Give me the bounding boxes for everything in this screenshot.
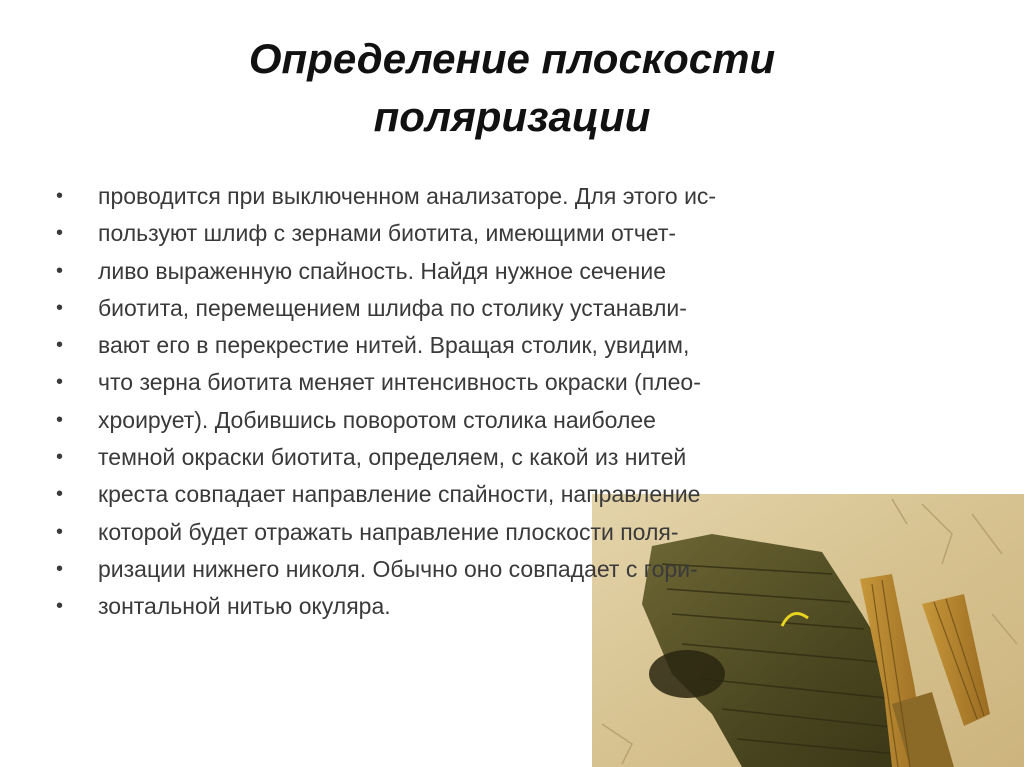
bullet-dot: • xyxy=(56,446,64,469)
title-line-1: Определение плоскости xyxy=(248,35,776,82)
slide-title xyxy=(0,30,1024,146)
bullet-text: хроирует). Добившись поворотом столика наиболее xyxy=(98,406,656,433)
list-item xyxy=(52,551,912,588)
title-line-2: поляризации xyxy=(373,93,651,140)
bullet-dot: • xyxy=(56,371,64,394)
list-item xyxy=(52,364,912,401)
bullet-text: вают его в перекрестие нитей. Вращая столик, увидим, xyxy=(98,332,690,359)
bullet-text: креста совпадает направление спайности, направление xyxy=(98,481,701,508)
list-item xyxy=(52,327,912,364)
bullet-text: которой будет отражать направление плоскости поля- xyxy=(98,518,679,545)
bullet-dot: • xyxy=(56,520,64,543)
list-item xyxy=(52,290,912,327)
bullet-list xyxy=(52,178,912,626)
bullet-dot: • xyxy=(56,408,64,431)
bullet-text: ливо выраженную спайность. Найдя нужное сечение xyxy=(98,257,667,284)
bullet-text: что зерна биотита меняет интенсивность окраски (плео- xyxy=(98,369,701,396)
bullet-dot: • xyxy=(56,259,64,282)
bullet-dot: • xyxy=(56,595,64,618)
list-item xyxy=(52,215,912,252)
bullet-text: биотита, перемещением шлифа по столику устанавли- xyxy=(98,294,687,321)
bullet-text: пользуют шлиф с зернами биотита, имеющими отчет- xyxy=(98,220,677,247)
bullet-dot: • xyxy=(56,557,64,580)
bullet-dot: • xyxy=(56,483,64,506)
bullet-text: проводится при выключенном анализаторе. Для этого ис- xyxy=(98,183,717,209)
list-item xyxy=(52,514,912,551)
bullet-text: темной окраски биотита, определяем, с какой из нитей xyxy=(98,444,687,471)
bullet-dot: • xyxy=(56,185,64,207)
list-item xyxy=(52,476,912,513)
bullet-text: зонтальной нитью окуляра. xyxy=(98,593,391,620)
list-item xyxy=(52,253,912,290)
bullet-text: ризации нижнего николя. Обычно оно совпадает с гори- xyxy=(98,555,698,582)
list-item xyxy=(52,588,912,625)
bullet-dot: • xyxy=(56,222,64,245)
list-item xyxy=(52,439,912,476)
bullet-dot: • xyxy=(56,296,64,319)
bullet-dot: • xyxy=(56,334,64,357)
list-item xyxy=(52,402,912,439)
list-item xyxy=(52,178,912,215)
